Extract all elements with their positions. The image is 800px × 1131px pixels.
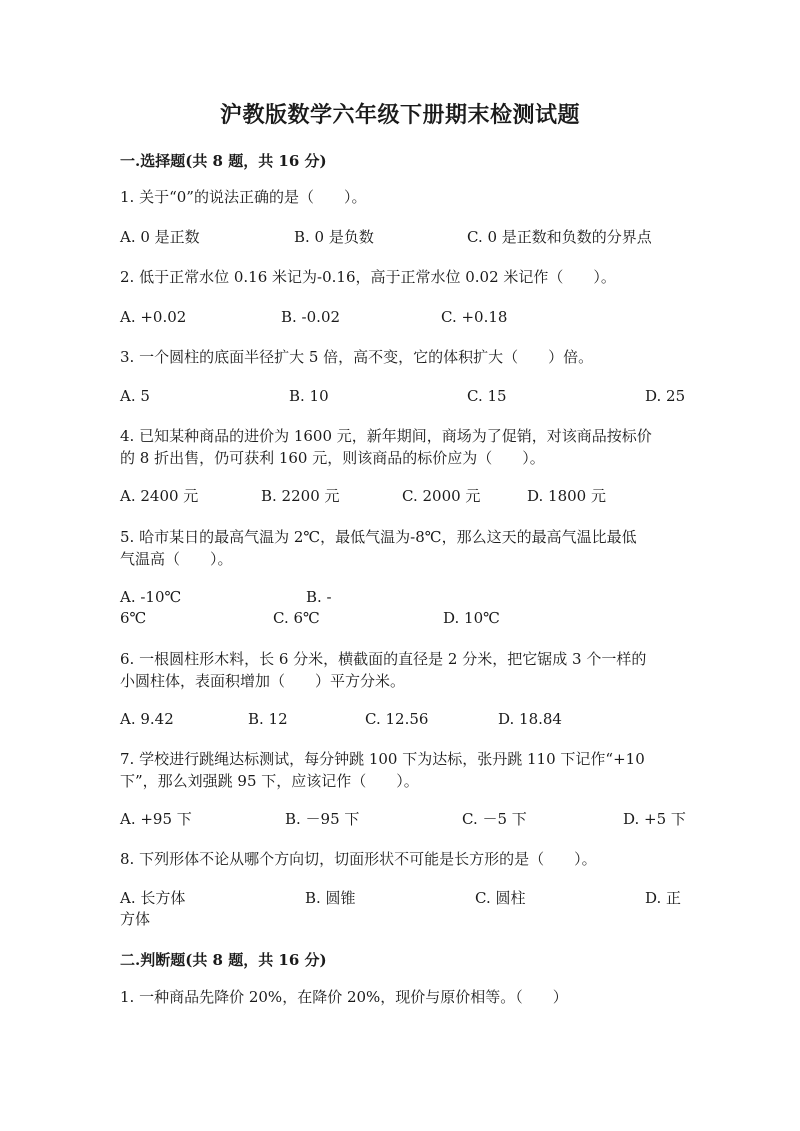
q5-option-b: B. - (306, 588, 332, 606)
q5-option-a: A. -10℃ (120, 588, 182, 606)
q6-option-c: C. 12.56 (365, 710, 429, 728)
page-title: 沪教版数学六年级下册期末检测试题 (219, 102, 580, 128)
q5-option-b-wrap: 6℃ (120, 609, 147, 627)
q2-option-c: C. +0.18 (441, 308, 508, 326)
q8-option-c: C. 圆柱 (475, 889, 526, 907)
question-5-line-1: 5. 哈市某日的最高气温为 2℃，最低气温为-8℃，那么这天的最高气温比最低 (120, 528, 637, 546)
q4-option-c: C. 2000 元 (402, 487, 481, 505)
q1-option-a: A. 0 是正数 (120, 228, 200, 246)
q6-option-b: B. 12 (248, 710, 288, 728)
q5-option-c: C. 6℃ (273, 609, 320, 627)
q5-option-d: D. 10℃ (443, 609, 500, 627)
q4-option-a: A. 2400 元 (120, 487, 199, 505)
question-4-line-2: 的 8 折出售，仍可获利 160 元，则该商品的标价应为（ ）。 (120, 449, 545, 467)
q4-option-b: B. 2200 元 (261, 487, 340, 505)
judgement-question-1: 1. 一种商品先降价 20%，在降价 20%，现价与原价相等。（ ） (120, 988, 568, 1006)
question-2: 2. 低于正常水位 0.16 米记为-0.16，高于正常水位 0.02 米记作（ ）。 (120, 268, 616, 286)
question-1: 1. 关于“0”的说法正确的是（ ）。 (120, 188, 367, 206)
q2-option-b: B. -0.02 (281, 308, 341, 326)
question-3: 3. 一个圆柱的底面半径扩大 5 倍，高不变，它的体积扩大（ ）倍。 (120, 348, 594, 366)
q8-option-d: D. 正 (645, 889, 682, 907)
section-heading-judgement: 二.判断题(共 8 题，共 16 分) (120, 951, 327, 969)
section-heading-choice: 一.选择题(共 8 题，共 16 分) (120, 152, 327, 170)
q7-option-d: D. +5 下 (623, 810, 686, 828)
q1-option-b: B. 0 是负数 (294, 228, 374, 246)
q8-option-d-wrap: 方体 (120, 910, 151, 928)
question-6-line-2: 小圆柱体，表面积增加（ ）平方分米。 (120, 672, 406, 690)
q7-option-a: A. +95 下 (120, 810, 192, 828)
q3-option-c: C. 15 (467, 387, 507, 405)
q4-option-d: D. 1800 元 (527, 487, 606, 505)
q7-option-b: B. －95 下 (285, 810, 360, 828)
q2-option-a: A. +0.02 (120, 308, 187, 326)
question-5-line-2: 气温高（ ）。 (120, 550, 233, 568)
q8-option-a: A. 长方体 (120, 889, 186, 907)
question-7-line-1: 7. 学校进行跳绳达标测试，每分钟跳 100 下为达标，张丹跳 110 下记作“+10 (120, 750, 645, 768)
q7-option-c: C. －5 下 (462, 810, 527, 828)
q3-option-b: B. 10 (289, 387, 329, 405)
question-6-line-1: 6. 一根圆柱形木料，长 6 分米，横截面的直径是 2 分米，把它锯成 3 个一样的 (120, 650, 647, 668)
question-4-line-1: 4. 已知某种商品的进价为 1600 元，新年期间，商场为了促销，对该商品按标价 (120, 427, 652, 445)
q3-option-a: A. 5 (120, 387, 150, 405)
q8-option-b: B. 圆锥 (305, 889, 356, 907)
question-7-line-2: 下”，那么刘强跳 95 下，应该记作（ ）。 (120, 772, 419, 790)
q6-option-d: D. 18.84 (498, 710, 562, 728)
question-8: 8. 下列形体不论从哪个方向切，切面形状不可能是长方形的是（ ）。 (120, 850, 597, 868)
q3-option-d: D. 25 (645, 387, 686, 405)
q1-option-c: C. 0 是正数和负数的分界点 (467, 228, 652, 246)
q6-option-a: A. 9.42 (120, 710, 174, 728)
